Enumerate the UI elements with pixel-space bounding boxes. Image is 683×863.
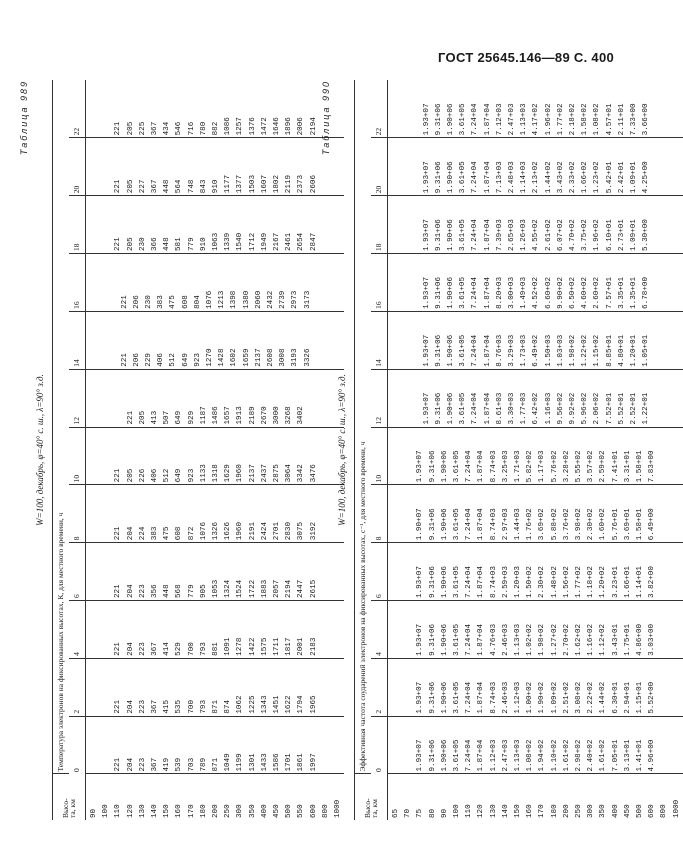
table_a-value-column [86, 658, 345, 716]
table-990-body-row [388, 80, 683, 820]
table_a-column-values: 221 204 223 367 419 539 703 789 871 1049 1199 1301 1433 1586 1701 1861 1997 [114, 753, 318, 772]
table-989-alt-header: Высо- та, км [53, 774, 86, 820]
table_a-value-column [86, 543, 345, 601]
table_b-value-column [388, 658, 683, 716]
table_b-value-column [388, 369, 683, 427]
table_b-value-column [388, 138, 683, 196]
table_b-hour-header: 6 [371, 543, 388, 601]
table_b-altitude-values: 65 70 75 80 90 100 110 120 130 140 150 160 170 180 200 250 300 350 400 450 500 600 800 1000 [392, 799, 681, 818]
table_b-hour-header: 0 [374, 768, 384, 772]
table_b-hour-header: 22 [371, 80, 388, 138]
table_b-hour-header: 4 [371, 601, 388, 659]
table_b-column-values: 1.93+07 9.31+06 1.90+06 3.61+05 7.24+04 1.87+04 7.39+03 2.65+03 1.26+03 4.55+02 2.61+02 6.07+02 4.70+02 3.75+02 1.96+02 6.10+01 2.73+01 1.09+01 5.30+00 [422, 219, 651, 252]
table_b-value-column [388, 311, 683, 369]
table-990-block [321, 80, 681, 820]
table-990-header-row [355, 80, 372, 820]
table_a-value-column [86, 427, 345, 485]
table-989 [52, 80, 344, 820]
table_a-column-values: 221 205 230 366 448 581 779 910 1063 1339 1540 1712 1949 2167 2461 2654 2847 [114, 232, 318, 252]
table_a-hour-header: 4 [69, 601, 86, 659]
table-990-hours-row [371, 80, 388, 820]
table-990-alt-header: Высо- та, км [355, 774, 388, 820]
table_a-column-values: 221 206 229 406 512 649 923 1270 1428 1602 1659 2137 2608 3008 3193 3326 [120, 348, 312, 367]
table_b-column-values: 1.93+07 9.31+06 1.90+06 3.61+05 7.24+04 1.87+04 8.20+03 3.00+03 1.49+03 4.52+02 6.60+02 9.90+02 6.50+02 4.60+02 2.60+02 7.57+01 3.35+01 1.35+01 6.78+00 [422, 276, 651, 309]
table_a-hour-header: 8 [69, 485, 86, 543]
table_b-value-column [388, 485, 683, 543]
table_b-value-column [388, 80, 683, 138]
table_b-value-column [388, 716, 683, 774]
table_b-value-column [388, 601, 683, 659]
table_a-column-values: 221 206 230 383 475 608 804 1076 1213 1398 1380 2060 2432 2739 2973 3173 [120, 290, 312, 309]
table-989-hours-row [69, 80, 86, 820]
table_b-hour-header: 18 [371, 196, 388, 254]
table_a-altitude-values: 90 100 110 120 130 140 150 160 170 180 200 250 300 350 400 450 500 550 600 800 1000 [90, 799, 343, 818]
table_a-hour-header: 2 [69, 658, 86, 716]
table-989-caption: Таблица 989 [19, 80, 29, 156]
table_a-hour-header: 0 [72, 768, 82, 772]
table_a-value-column [86, 80, 345, 138]
table_a-value-column [86, 196, 345, 254]
table_b-column-values: 1.93+07 9.31+06 1.90+06 3.61+05 7.24+04 1.87+04 8.61+03 3.30+03 1.77+03 6.42+02 1.16+03 9.56+02 9.92+02 5.96+02 2.06+02 7.52+01 5.52+01 2.52+01 1.22+01 [422, 392, 651, 425]
table_a-column-values: 221 205 227 367 448 564 748 843 910 1177 1377 1503 1607 1802 2119 2373 2606 [114, 174, 318, 194]
table-989-subtitle: W=100, декабрь, φ=40° с. ш., λ=90° з.д. [35, 374, 45, 526]
table_a-column-values: 221 205 413 507 649 929 1187 1486 1657 1913 2189 2670 3000 3268 3402 [126, 406, 306, 425]
running-head: ГОСТ 25645.146—89 С. 400 [438, 50, 614, 65]
table_a-hour-header: 6 [69, 543, 86, 601]
table_a-column-values: 221 205 226 406 512 649 923 1133 1318 1629 1960 2137 2437 2875 3064 3342 3476 [114, 464, 318, 483]
table_b-altitude-column [388, 774, 683, 820]
table_a-hour-header: 18 [69, 196, 86, 254]
table_a-value-column [86, 601, 345, 659]
table-990-span-header: Эффективная частота соударений электронов на фиксированных высотах, с⁻¹, для местного времени, ч [355, 80, 372, 774]
table_b-column-values: 1.93+07 9.31+06 1.90+06 3.61+05 7.24+04 1.87+04 4.76+03 2.46+03 1.13+03 1.02+02 1.98+02 1.27+02 2.70+02 1.62+02 1.16+02 1.12+02 3.43+01 1.75+01 4.86+00 3.03+00 [416, 623, 657, 656]
table_b-value-column [388, 196, 683, 254]
table_b-column-values: 1.93+07 9.31+06 1.90+06 3.61+05 7.24+04 1.87+04 8.74+03 2.59+03 1.20+03 1.50+02 2.30+02 1.48+02 1.56+02 1.77+02 1.18+02 1.20+02 3.23+01 1.66+01 1.14+01 3.82+00 [416, 566, 657, 599]
table_a-value-column [86, 138, 345, 196]
table-989-body-row [86, 80, 345, 820]
table_a-hour-header: 22 [69, 80, 86, 138]
table_b-value-column [388, 254, 683, 312]
table-989-header-row [53, 80, 70, 820]
table_a-altitude-column [86, 774, 345, 820]
table_b-hour-header: 10 [371, 427, 388, 485]
table_a-column-values: 221 204 223 367 414 529 700 793 881 1091 1278 1422 1575 1711 1817 2001 2183 [114, 637, 318, 656]
table_b-hour-header: 8 [371, 485, 388, 543]
table_a-hour-header: 16 [69, 254, 86, 312]
table_b-hour-header: 16 [371, 254, 388, 312]
table-990-subtitle: W=100, декабрь, φ=40° с. ш., λ=90° з.д. [337, 374, 347, 526]
table_b-column-values: 1.93+07 9.31+06 1.90+06 3.61+05 7.24+04 1.87+04 8.74+03 2.46+03 1.12+03 1.00+02 1.90+02 1.09+02 2.51+02 3.08+02 2.22+02 1.44+02 6.30+01 2.94+01 1.15+01 5.52+00 [416, 681, 657, 714]
table_b-column-values: 1.93+07 9.31+06 1.90+06 3.61+05 7.24+04 1.87+04 7.12+03 2.47+03 1.13+03 4.17+02 1.96+02 1.77+02 2.18+02 1.58+02 1.08+02 4.57+01 2.11+01 7.33+00 3.66+00 [422, 103, 651, 136]
table_a-value-column [86, 254, 345, 312]
table_b-hour-header: 2 [371, 658, 388, 716]
table_b-value-column [388, 543, 683, 601]
table_a-column-values: 221 204 224 383 475 608 872 1076 1326 1626 1960 2191 2424 2701 2830 3075 3192 [114, 521, 318, 541]
table-989-span-header: Температура электронов на фиксированных высотах, К, для местного времени, ч [53, 80, 70, 774]
table_a-hour-header: 10 [69, 427, 86, 485]
table-989-block [19, 80, 343, 820]
table_a-column-values: 221 204 223 356 448 568 779 905 1053 1324 1524 1722 1883 2057 2194 2447 2615 [114, 579, 318, 599]
table_b-column-values: 1.93+07 9.31+06 1.90+06 3.61+05 7.24+04 1.87+04 7.13+03 2.48+03 1.14+03 2.13+02 1.44+02 3.43+02 2.33+02 1.66+02 1.23+02 5.42+01 2.42+01 1.09+01 4.25+00 [422, 161, 651, 194]
table_a-value-column [86, 485, 345, 543]
table_b-hour-header: 12 [371, 369, 388, 427]
table-990 [354, 80, 683, 820]
table_b-value-column [388, 427, 683, 485]
table_a-hour-header: 12 [69, 369, 86, 427]
table_b-column-values: 1.93+07 9.31+06 1.90+06 3.61+05 7.24+04 1.87+04 8.74+03 3.25+03 1.71+03 5.82+02 1.17+03 5.76+02 3.28+02 5.55+02 3.57+02 2.59+02 7.41+01 3.31+01 1.58+01 7.83+00 [416, 450, 657, 483]
table_a-column-values: 221 205 225 367 434 546 716 780 882 1086 1257 1376 1472 1646 1896 2006 2194 [114, 117, 318, 136]
table_a-value-column [86, 369, 345, 427]
table-990-caption: Таблица 990 [321, 80, 331, 156]
table_b-hour-header: 20 [371, 138, 388, 196]
table_b-column-values: 1.93+07 9.31+06 1.90+06 3.61+05 7.24+04 1.87+04 8.76+03 3.29+03 1.73+03 6.49+02 1.50+03 1.03+03 1.98+02 1.22+02 1.15+02 8.85+01 4.80+01 1.20+01 1.05+01 [422, 334, 651, 367]
table_a-value-column [86, 311, 345, 369]
table_a-value-column [86, 716, 345, 774]
table_b-column-values: 1.93+07 9.31+06 1.90+06 3.61+05 7.24+04 1.87+04 1.12+03 2.47+03 1.13+03 1.08+02 1.94+02 1.10+02 1.61+02 2.98+02 2.40+02 1.61+02 7.05+01 3.13+01 1.41+01 4.96+00 [416, 739, 657, 772]
table_a-hour-header: 14 [69, 311, 86, 369]
table_a-column-values: 221 204 223 367 415 535 700 793 871 874 1062 1225 1343 1451 1622 1794 1965 [114, 695, 318, 714]
table_b-column-values: 1.90+07 9.31+06 1.90+06 3.61+05 7.24+04 1.87+04 8.74+03 2.97+03 1.44+03 1.76+02 3.69+02 5.88+02 3.76+02 3.98+02 2.30+02 1.60+02 5.76+01 3.69+01 1.58+01 6.49+00 [416, 508, 657, 541]
table_a-hour-header: 20 [69, 138, 86, 196]
table_b-hour-header: 14 [371, 311, 388, 369]
